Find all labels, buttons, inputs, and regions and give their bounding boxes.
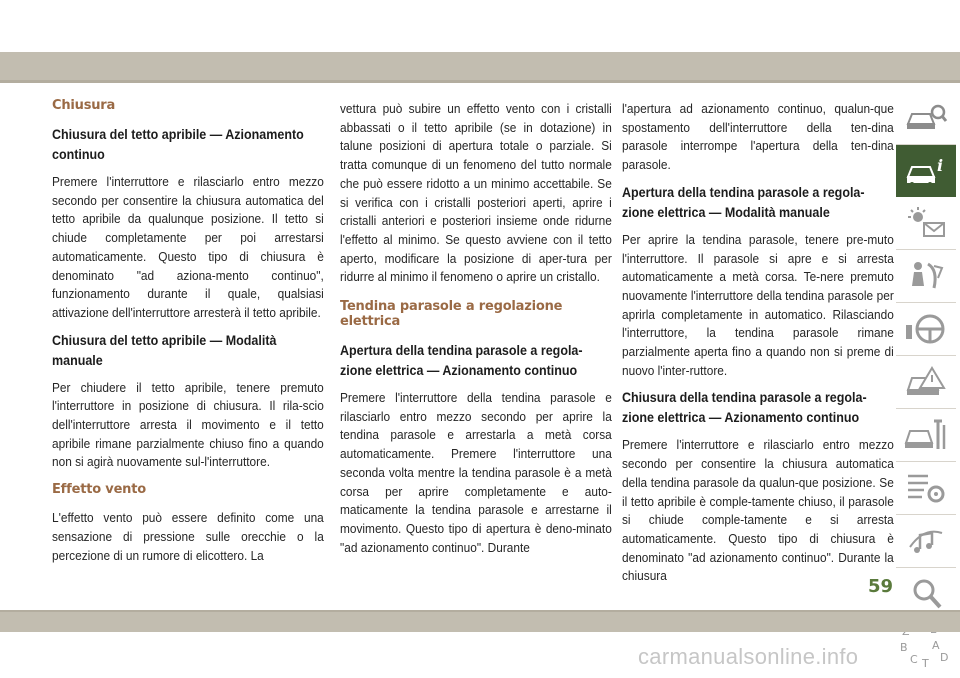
steering-wheel-icon — [904, 311, 948, 347]
paragraph: L'effetto vento può essere definito come una sensazione di pressione sulle orecchie o la percezione di un rumore di elicottero. La — [52, 510, 324, 563]
car-warning-icon — [904, 364, 948, 400]
paragraph: l'apertura ad azionamento continuo, qualun-que spostamento dell'interruttore della ten-dina parasole interrompe l'apertura della ten-dina parasole. — [622, 101, 894, 173]
header-band-line — [0, 80, 960, 83]
tab-seat-airbag[interactable] — [896, 250, 956, 303]
watermark: carmanualsonline.info — [638, 644, 859, 669]
subheading-closing-continuous: Chiusura del tetto apribile — Azionamento continuo — [52, 127, 304, 162]
tab-warning-lights[interactable] — [896, 197, 956, 250]
header-band — [0, 52, 960, 82]
tab-checklist[interactable] — [896, 462, 956, 515]
index-letter: B — [900, 641, 908, 654]
column-3 — [622, 100, 894, 594]
section-title-tendina: Tendina parasole a regolazione elettrica — [340, 299, 563, 330]
index-letter: D — [940, 651, 949, 664]
column-2 — [340, 100, 612, 565]
paragraph: vettura può subire un effetto vento con i cristalli abbassati o il tetto apribile (se in dotazione) in talune posizioni di apertura totale o parziale. Si tratta comunque di un fenomeno del tutto normale che può essere ridotto a un minimo accettabile. Se si verifica con i cristalli posteriori aperti, aprire i cristalli anteriori e posteriori insieme onde ridurne l'effetto al minimo. Se questo avviene con il tetto aperto, modificare la posizione di aper-tura per ridurre al minimo il fenomeno o aprire un cristallo. — [340, 101, 612, 285]
chapter-tabs — [896, 92, 960, 673]
car-tools-icon — [904, 417, 948, 453]
search-index-icon — [904, 576, 948, 612]
car-info-icon — [904, 153, 948, 189]
page-number: 59 — [868, 576, 894, 597]
warning-lights-mail-icon — [904, 205, 948, 241]
tab-car-tools[interactable] — [896, 409, 956, 462]
index-letter: A — [932, 639, 940, 652]
subheading-closing-manual: Chiusura del tetto apribile — Modalità manuale — [52, 332, 277, 368]
music-navigation-icon — [904, 523, 948, 559]
paragraph: Premere l'interruttore e rilasciarlo entro mezzo secondo per consentire la chiusura automatica del tetto apribile da qualunque posizione. Il tetto si chiude completamente per poi arrestarsi automaticamente. Questo tipo di chiusura è denominato "ad aziona-mento continuo", funzionamento durante il quale, qualsiasi attivazione dell'interruttore arresterà il tetto apribile. — [52, 174, 324, 320]
section-title-chiusura: Chiusura — [52, 98, 116, 113]
paragraph: Per chiudere il tetto apribile, tenere premuto l'interruttore in posizione di chiusura. Il rila-scio dell'interruttore arresta il movimento e il tetto apribile rimane parzialmente chiuso fino a quando non si agirà nuovamente sul-l'interruttore. — [52, 379, 324, 470]
paragraph: Premere l'interruttore della tendina parasole e rilasciarlo entro mezzo secondo per aprire la tendina parasole e arrestarla a metà corsa automaticamente. Premere l'interruttore una seconda volta mentre la tendina parasole è a metà corsa per aprire completamente e auto-maticamente la tendina parasole e arrestarne il movimento. Questo tipo di apertura è deno-minato "ad azionamento continuo". Durante — [340, 390, 612, 555]
subheading-shade-open-continuous: Apertura della tendina parasole a regola-zione elettrica — Azionamento continuo — [340, 343, 583, 379]
footer-band — [0, 612, 960, 632]
svg-text:i: i — [937, 156, 944, 175]
tab-car-search[interactable] — [896, 92, 956, 145]
section-title-effetto-vento: Effetto vento — [52, 482, 146, 498]
tab-steering-wheel[interactable] — [896, 303, 956, 356]
index-letter: C — [910, 653, 918, 666]
tab-car-info[interactable] — [896, 145, 956, 197]
checklist-gear-icon — [904, 470, 948, 506]
seat-airbag-icon — [904, 258, 948, 294]
subheading-shade-close-continuous: Chiusura della tendina parasole a regola-zione elettrica — Azionamento continuo — [622, 390, 867, 426]
tab-car-warning[interactable] — [896, 356, 956, 409]
index-letter: T — [922, 657, 929, 670]
column-1 — [52, 92, 324, 573]
paragraph: Premere l'interruttore e rilasciarlo entro mezzo secondo per consentire la chiusura automatica della tendina parasole da qualun-que posizione. Se il tetto apribile è comple-tamente chiuso, il parasole si chiude comple-tamente e si arresta automaticamente. Questo tipo di chiusura è denominato "ad azionamento continuo". Durante la chiusura — [622, 437, 894, 584]
car-search-icon — [904, 100, 948, 136]
subheading-shade-open-manual: Apertura della tendina parasole a regola-zione elettrica — Modalità manuale — [622, 184, 865, 220]
tab-multimedia[interactable] — [896, 515, 956, 568]
paragraph: Per aprire la tendina parasole, tenere pre-muto l'interruttore. Il parasole si apre e si arresta automaticamente a metà corsa. Te-nere premuto nuovamente l'interruttore della tendina parasole per aprirla completamente in automatico. Rilasciando l'interruttore, la tendina parasole rimane parzialmente aperta fino a quando non si preme di nuovo l'inter-ruttore. — [622, 231, 894, 378]
